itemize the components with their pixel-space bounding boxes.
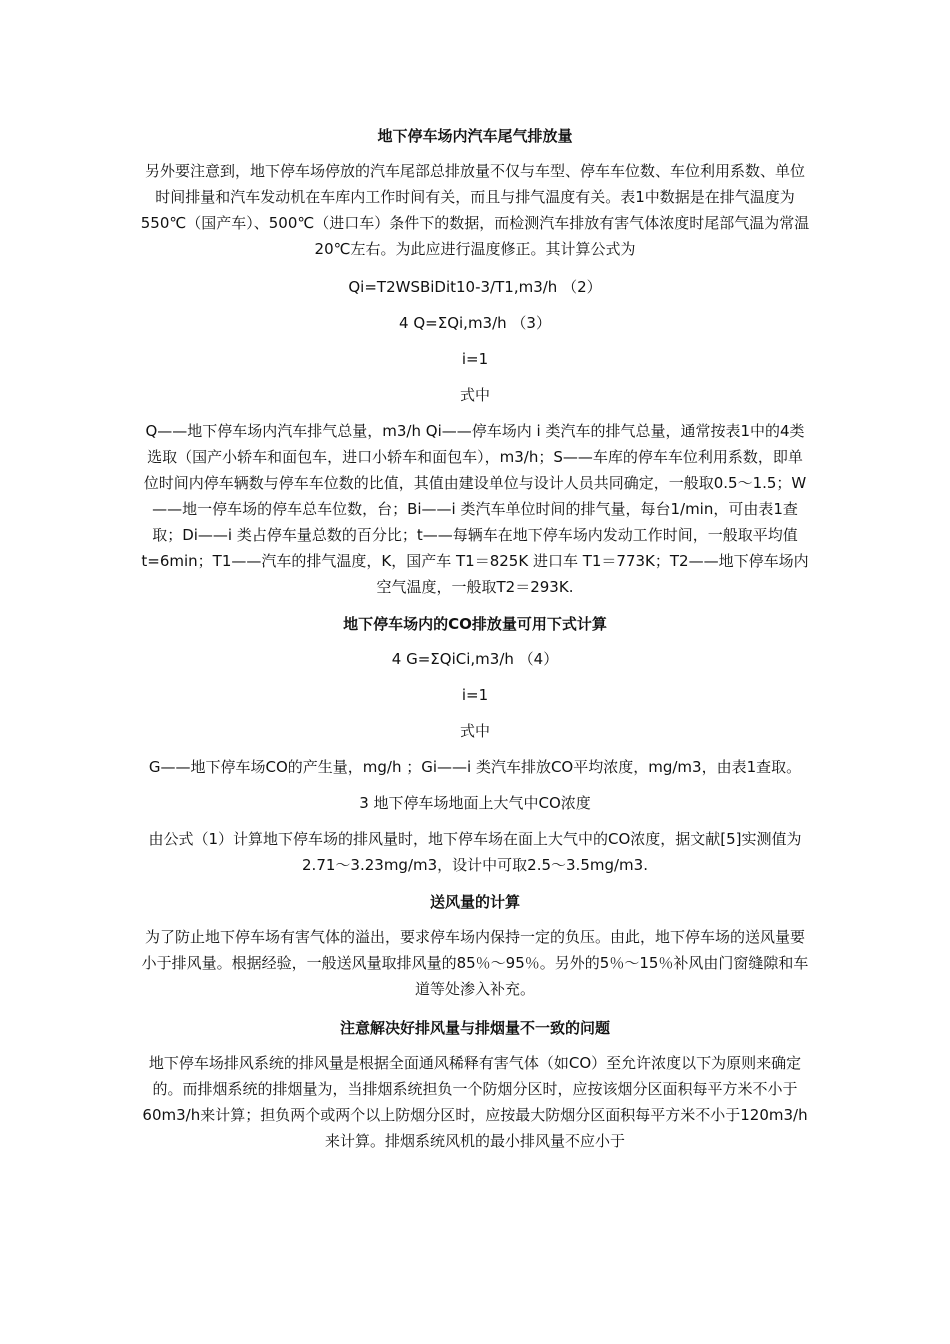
paragraph-variable-definitions: Q——地下停车场内汽车排气总量，m3/h Qi——停车场内 i 类汽车的排气总量，通常按表1中的4类选取（国产小轿车和面包车，进口小轿车和面包车），m3/h；S——车库的停车车位利用系数，即单位时间内停车辆数与停车车位数的比值，其值由建设单位与设计人员共同确定，一般取0.5～1.5；W——地一停车场的停车总车位数，台；Bi——i 类汽车单位时间的排气量，每台1/min，可由表1查取；Di——i 类占停车量总数的百分比；t——每辆车在地下停车场内发动工作时间，一般取平均值 t=6min；T1——汽车的排气温度，K，国产车 T1＝825K 进口车 T1＝773K；T2——地下停车场内空气温度，一般取T2＝293K. — [141, 422, 809, 596]
where-label-1: 式中 — [459, 386, 490, 404]
paragraph-exhaust-vs-smoke: 地下停车场排风系统的排风量是根据全面通风稀释有害气体（如CO）至允许浓度以下为原则来确定的。而排烟系统的排烟量为，当排烟系统担负一个防烟分区时，应按该烟分区面积每平方米不小于60m3/h来计算；担负两个或两个以上防烟分区时，应按最大防烟分区面积每平方米不小于120m3/h来计算。排烟系统风机的最小排风量不应小于 — [142, 1054, 808, 1150]
document-body — [140, 124, 810, 1154]
heading-exhaust-vs-smoke: 注意解决好排风量与排烟量不一致的问题 — [339, 1019, 610, 1037]
summation-index-2: i=1 — [461, 686, 489, 704]
section-heading-ambient-co: 3 地下停车场地面上大气中CO浓度 — [359, 794, 591, 812]
formula-3: 4 Q=ΣQi,m3/h （3） — [399, 314, 551, 332]
where-label-2: 式中 — [459, 722, 490, 740]
paragraph-supply-air: 为了防止地下停车场有害气体的溢出，要求停车场内保持一定的负压。由此，地下停车场的送风量要小于排风量。根据经验，一般送风量取排风量的85％～95％。另外的5％～15％补风由门窗缝隙和车道等处渗入补充。 — [141, 928, 809, 998]
paragraph-ambient-co: 由公式（1）计算地下停车场的排风量时，地下停车场在面上大气中的CO浓度，据文献[5]实测值为2.71～3.23mg/m3，设计中可取2.5～3.5mg/m3. — [148, 830, 802, 874]
summation-index-1: i=1 — [461, 350, 489, 368]
paragraph-temperature-note: 另外要注意到，地下停车场停放的汽车尾部总排放量不仅与车型、停车车位数、车位利用系数、单位时间排量和汽车发动机在车库内工作时间有关，而且与排气温度有关。表1中数据是在排气温度为550℃（国产车）、500℃（进口车）条件下的数据，而检测汽车排放有害气体浓度时尾部气温为常温20℃左右。为此应进行温度修正。其计算公式为 — [140, 162, 810, 258]
heading-supply-air: 送风量的计算 — [429, 893, 520, 911]
paragraph-co-definitions: G——地下停车场CO的产生量，mg/h ；Gi——i 类汽车排放CO平均浓度，mg/m3，由表1查取。 — [148, 758, 802, 776]
heading-co-emission: 地下停车场内的CO排放量可用下式计算 — [343, 615, 607, 633]
formula-4: 4 G=ΣQiCi,m3/h （4） — [391, 650, 559, 668]
formula-2: Qi=T2WSBiDit10-3/T1,m3/h （2） — [348, 278, 602, 296]
heading-exhaust-emission: 地下停车场内汽车尾气排放量 — [377, 127, 573, 145]
